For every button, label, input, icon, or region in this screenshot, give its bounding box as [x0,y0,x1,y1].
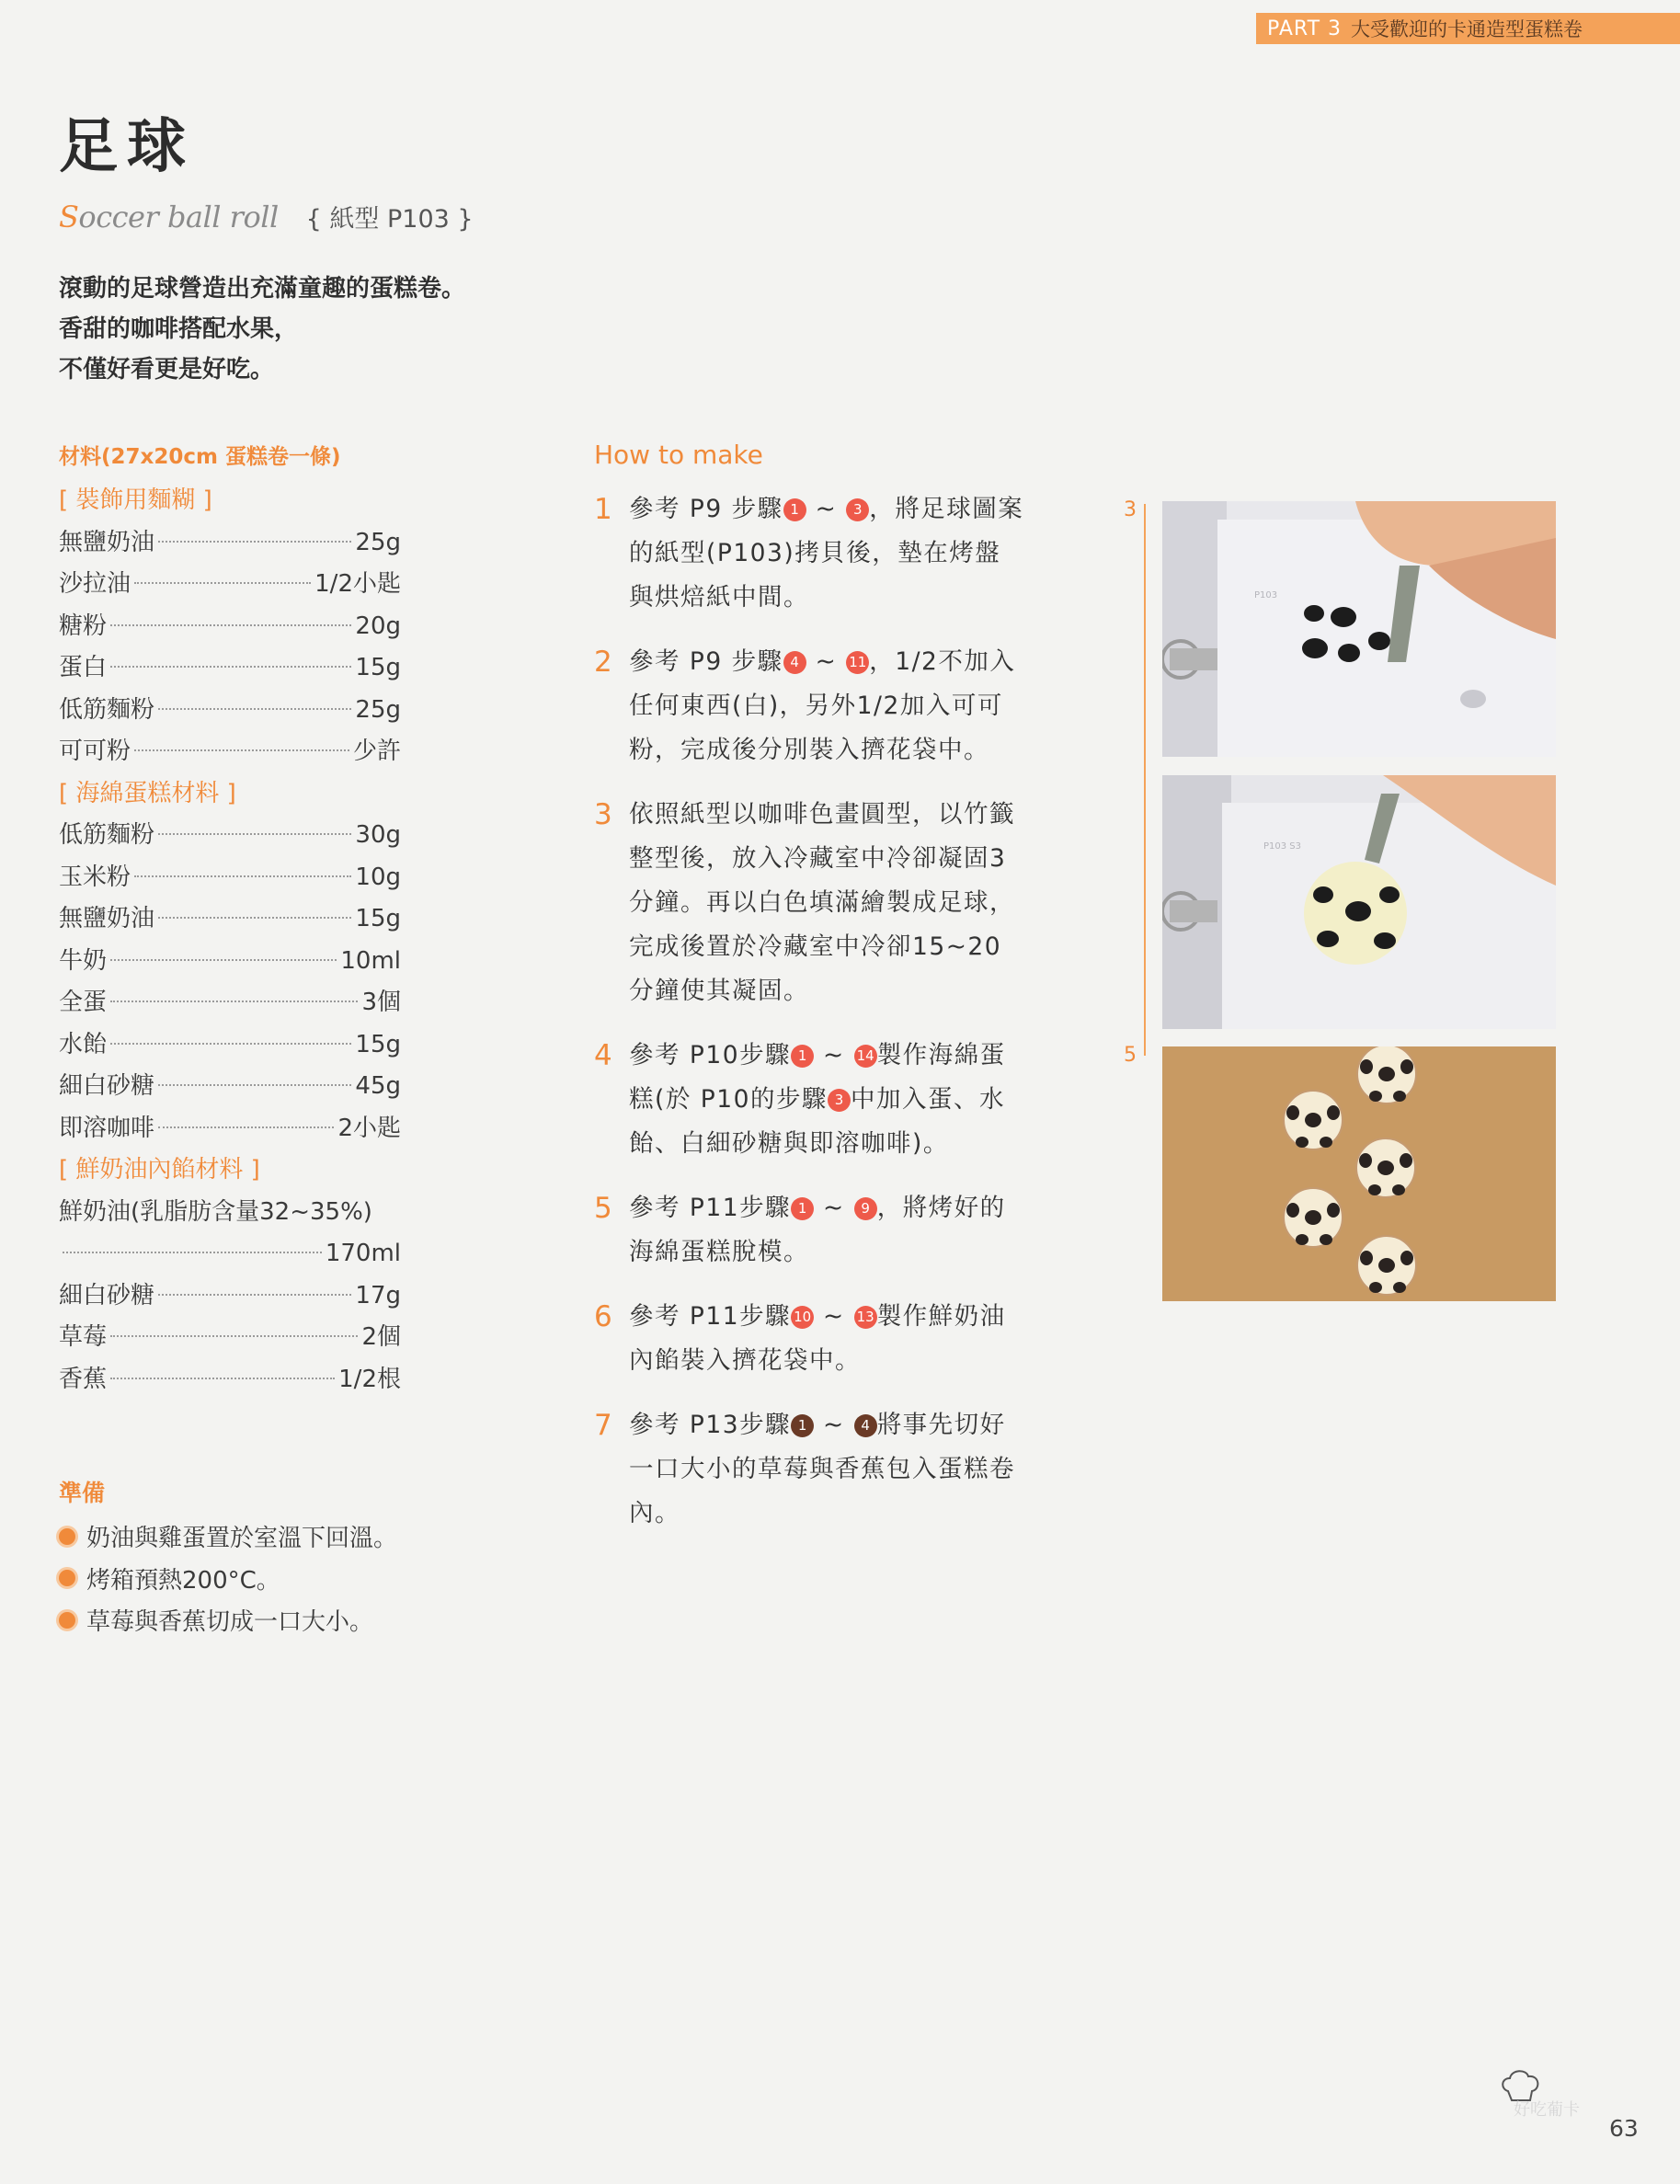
ingredients-list [59,480,401,1401]
step-text-part: ，將烤好的海綿蛋糕脫模。 [629,1194,1006,1266]
ingredient-name: 香蕉 [59,1365,108,1393]
leader-dots [134,749,349,751]
ingredient-name: 全蛋 [59,989,108,1016]
step-ref-badge: 3 [828,1089,851,1112]
pattern-reference [306,199,474,234]
step-text-part: 參考 P11步驟 [629,1194,792,1222]
ingredient-quantity: 1/2根 [338,1365,401,1393]
prep-text: 草莓與香蕉切成一口大小。 [86,1608,374,1637]
ingredient-name: 蛋白 [59,654,108,681]
steps-list [594,487,1026,1556]
ingredient-row [59,898,401,941]
step-text-part: 參考 P13步驟 [629,1411,792,1439]
ingredient-quantity: 20g [355,612,401,640]
english-title: Soccer ball roll [59,200,279,234]
ingredient-name: 低筋麵粉 [59,695,155,724]
prep-text: 烤箱預熱200°C。 [86,1566,280,1595]
step-item [594,793,1026,1013]
ingredient-quantity: 45g [355,1072,401,1100]
intro-text [59,269,465,390]
leader-dots [110,1378,335,1379]
ingredient-name: 糖粉 [59,612,108,640]
page-title: 足球 [59,113,195,181]
step-item [594,1186,1026,1275]
ingredient-row [59,1359,401,1401]
step-photo-baked-sponge [1162,1046,1556,1301]
step-text-part: 中加入蛋、水飴、白細砂糖與即溶咖啡)。 [629,1085,1005,1158]
leader-dots [63,1252,322,1253]
step-text-part: 將事先切好一口大小的草莓與香蕉包入蛋糕卷內。 [629,1411,1015,1527]
step-text-part: 參考 P9 步驟 [629,495,783,523]
part-label: PART 3 [1267,17,1343,40]
ingredient-row [59,982,401,1024]
ingredient-quantity: 15g [355,1030,401,1058]
ingredient-row [59,1192,401,1234]
ingredient-row [59,564,401,606]
intro-line: 滾動的足球營造出充滿童趣的蛋糕卷。 [59,275,466,303]
ingredient-name: 細白砂糖 [59,1072,155,1100]
ingredient-name: 牛奶 [59,946,108,975]
step-text [629,1295,1026,1383]
leader-dots [110,624,351,626]
ingredients-heading: 材料(27x20cm 蛋糕卷一條) [59,445,341,469]
ingredient-section-title: [ 鮮奶油內餡材料 ] [59,1156,260,1183]
step-text [629,1403,1026,1536]
step-text-part: ~ [814,1041,854,1069]
step-ref-badge: 1 [791,1197,814,1220]
prep-item [59,1558,397,1600]
photo-label-3: 3 [1124,498,1137,521]
step-text-part: ，將足球圖案的紙型(P103)拷貝後，墊在烤盤與烘焙紙中間。 [629,495,1024,612]
step-text-part: ~ [814,1411,854,1439]
leader-dots [158,833,351,835]
leader-dots [110,666,351,668]
step-item [594,1295,1026,1383]
chapter-banner [1256,13,1680,44]
step-text [629,487,1026,620]
subtitle [59,199,474,234]
step-text-part: 參考 P11步驟 [629,1302,792,1331]
step-ref-badge: 9 [854,1197,877,1220]
step-item [594,1403,1026,1536]
ingredient-name: 細白砂糖 [59,1281,155,1309]
chapter-title: 大受歡迎的卡通造型蛋糕卷 [1351,18,1583,40]
prep-item [59,1599,397,1641]
step-number: 6 [594,1300,612,1333]
ingredient-quantity: 2個 [361,1323,401,1351]
step-text [629,1186,1026,1275]
ingredient-quantity: 25g [355,695,401,724]
ingredient-quantity: 少許 [352,738,401,765]
ingredient-row [59,522,401,565]
step-text-part: 製作鮮奶油內餡裝入擠花袋中。 [629,1302,1006,1375]
step-text-part: ~ [806,647,847,676]
step-item [594,1034,1026,1166]
step-ref-badge: 4 [854,1414,877,1437]
step-text-part: 依照紙型以咖啡色畫圓型，以竹籤整型後，放入冷藏室中冷卻凝固3分鐘。再以白色填滿繪製成足球，完成後置於冷藏室中冷卻15~20分鐘使其凝固。 [629,800,1015,1005]
step-number: 2 [594,646,612,679]
bullet-icon [59,1570,75,1586]
step-photo-filling-white [1162,775,1556,1029]
leader-dots [110,1043,351,1045]
leader-dots [158,541,351,543]
step-number: 4 [594,1039,612,1072]
step-number: 3 [594,798,612,831]
bracket-left: { [305,205,330,234]
ingredient-quantity: 2小匙 [337,1114,401,1142]
ingredient-quantity: 1/2小匙 [314,570,401,598]
step-number: 1 [594,493,612,526]
step-text [629,1034,1026,1166]
ingredient-row [59,941,401,983]
ingredient-row [59,815,401,857]
ingredient-row [59,1233,401,1275]
bullet-icon [59,1528,75,1545]
step-text [629,793,1026,1013]
step-text-part: ~ [814,1302,854,1331]
ingredient-name: 水飴 [59,1030,108,1058]
step-item [594,487,1026,620]
ingredient-quantity: 25g [355,528,401,556]
intro-line: 不僅好看更是好吃。 [59,356,275,383]
step-ref-badge: 1 [791,1414,814,1437]
ingredient-row [59,1108,401,1150]
ingredient-row [59,1066,401,1108]
tray-label: P103 S3 [1263,841,1302,852]
ingredient-row [59,606,401,648]
intro-line: 香甜的咖啡搭配水果， [59,315,299,343]
ingredient-row [59,1275,401,1318]
ingredient-quantity: 15g [355,905,401,932]
step-ref-badge: 1 [791,1045,814,1068]
ingredient-name: 即溶咖啡 [59,1114,155,1142]
step-number: 5 [594,1192,612,1225]
watermark: 好吃葡卡 [1514,2100,1580,2120]
step-photo-piping-outline [1162,501,1556,757]
tray-label: P103 [1254,590,1278,600]
photo-label-5: 5 [1124,1044,1137,1067]
leader-dots [134,582,311,584]
leader-dots [110,959,337,961]
step-text-part: ，1/2不加入任何東西(白)，另外1/2加入可可粉，完成後分別裝入擠花袋中。 [629,647,1016,764]
ingredient-quantity: 10g [355,863,401,891]
leader-dots [158,1294,351,1296]
prep-list [59,1515,397,1641]
ingredient-name: 可可粉 [59,738,131,765]
ingredient-quantity: 15g [355,654,401,681]
ingredient-row [59,1024,401,1067]
prep-item [59,1515,397,1558]
page-number: 63 [1609,2115,1639,2142]
ingredient-name: 草莓 [59,1323,108,1351]
leader-dots [110,1001,358,1002]
ingredient-name: 低筋麵粉 [59,821,155,849]
how-to-heading: How to make [594,440,763,470]
step-ref-badge: 14 [854,1045,877,1068]
pattern-text: 紙型 P103 [329,205,450,234]
step-ref-badge: 13 [854,1306,877,1329]
step-text [629,640,1026,772]
leader-dots [110,1335,358,1337]
ingredient-row [59,690,401,732]
leader-dots [158,1126,334,1128]
step-ref-badge: 10 [791,1306,814,1329]
ingredient-quantity: 10ml [340,946,401,975]
step-text-part: 參考 P10步驟 [629,1041,792,1069]
ingredient-row [59,647,401,690]
leader-dots [134,875,351,877]
ingredient-name: 鮮奶油(乳脂肪含量32~35%) [59,1197,372,1226]
ingredient-section-title: [ 海綿蛋糕材料 ] [59,779,236,807]
step-text-part: 製作海綿蛋糕(於 P10的步驟 [629,1041,1006,1114]
ingredient-name: 玉米粉 [59,863,131,891]
step-text-part: 參考 P9 步驟 [629,647,783,676]
photo-divider-line [1144,504,1146,1056]
leader-dots [158,917,351,919]
bullet-icon [59,1612,75,1629]
ingredient-quantity: 3個 [361,989,401,1016]
step-ref-badge: 11 [846,651,869,674]
ingredient-name: 無鹽奶油 [59,528,155,556]
ingredient-quantity: 17g [355,1281,401,1309]
leader-dots [158,1084,351,1086]
ingredient-row [59,731,401,773]
ingredient-row [59,1317,401,1359]
ingredient-name: 無鹽奶油 [59,905,155,932]
ingredient-row [59,857,401,899]
step-number: 7 [594,1409,612,1442]
step-ref-badge: 4 [783,651,806,674]
ingredient-quantity: 30g [355,821,401,849]
leader-dots [158,708,351,710]
step-ref-badge: 1 [783,498,806,521]
step-text-part: ~ [806,495,847,523]
step-ref-badge: 3 [846,498,869,521]
prep-heading: 準備 [59,1480,106,1506]
prep-text: 奶油與雞蛋置於室溫下回溫。 [86,1525,398,1553]
ingredient-name: 沙拉油 [59,570,131,598]
bracket-right: } [449,205,474,234]
ingredient-quantity: 170ml [325,1240,401,1267]
step-text-part: ~ [814,1194,854,1222]
ingredient-section-title: [ 裝飾用麵糊 ] [59,486,212,514]
step-item [594,640,1026,772]
